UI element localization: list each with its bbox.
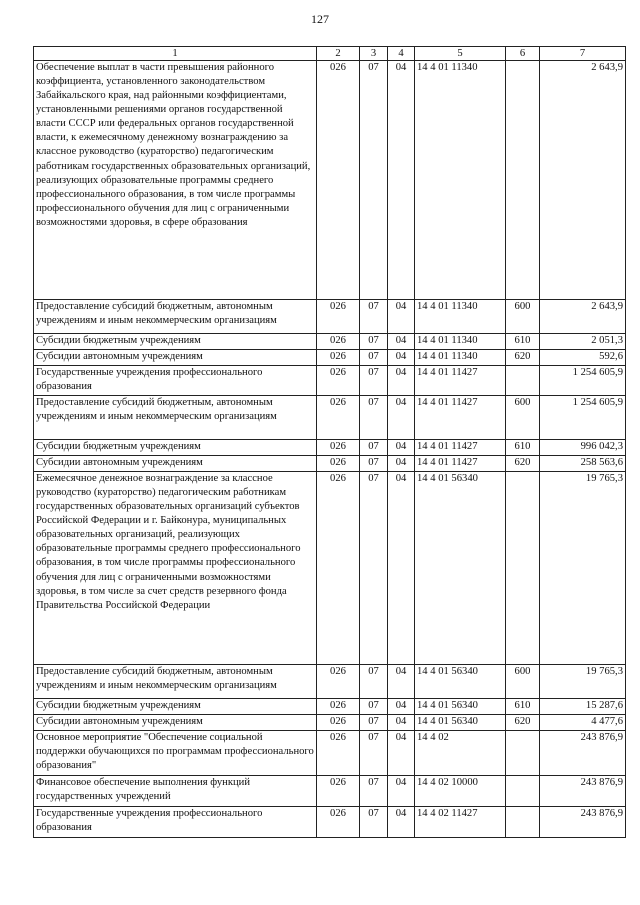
row-article: 14 4 02 10000 xyxy=(415,776,506,807)
row-name: Ежемесячное денежное вознаграждение за классное руководство (кураторство) педагогическим работникам государственных образовательных организаций субъектов Российской Федерации и г. Байконура, муниципальных образовательных организаций, реализующих образовательные программы среднего профессионального образования, в том числе программы профессионального обучения для лиц с ограниченными возможностями здоровья, в том числе за счет средств резервного фонда Правительства Российской Федерации xyxy=(34,472,317,665)
table-row xyxy=(34,665,626,699)
row-name: Предоставление субсидий бюджетным, автономным учреждениям и иным некоммерческим организациям xyxy=(34,300,317,334)
row-ministry: 026 xyxy=(317,300,360,334)
row-expense-type xyxy=(506,731,540,776)
header-row xyxy=(34,47,626,61)
row-section: 07 xyxy=(360,396,388,440)
header-cell: 7 xyxy=(540,47,626,61)
row-amount: 243 876,9 xyxy=(540,807,626,838)
header-cell: 5 xyxy=(415,47,506,61)
header-cell: 1 xyxy=(34,47,317,61)
row-expense-type xyxy=(506,472,540,665)
row-subsection: 04 xyxy=(388,300,415,334)
row-ministry: 026 xyxy=(317,61,360,300)
row-section: 07 xyxy=(360,366,388,396)
row-expense-type: 610 xyxy=(506,440,540,456)
page-number: 127 xyxy=(311,12,329,26)
row-ministry: 026 xyxy=(317,366,360,396)
row-subsection: 04 xyxy=(388,807,415,838)
row-section: 07 xyxy=(360,300,388,334)
row-subsection: 04 xyxy=(388,61,415,300)
row-subsection: 04 xyxy=(388,699,415,715)
row-article: 14 4 01 11340 xyxy=(415,334,506,350)
row-name: Субсидии автономным учреждениям xyxy=(34,715,317,731)
row-amount: 996 042,3 xyxy=(540,440,626,456)
row-section: 07 xyxy=(360,456,388,472)
row-subsection: 04 xyxy=(388,396,415,440)
table-row xyxy=(34,715,626,731)
row-name: Субсидии автономным учреждениям xyxy=(34,456,317,472)
row-name: Обеспечение выплат в части превышения районного коэффициента, установленного законодательством Забайкальского края, над районными коэффициентами, установленными решениями органов государственной власти СССР или федеральных органов государственной власти, к ежемесячному денежному вознаграждению за классное руководство (кураторство) педагогическим работникам государственных образовательных организаций, реализующих образовательные программы среднего профессионального образования, в том числе программы профессионального обучения для лиц с ограниченными возможностями здоровья, в сфере образования xyxy=(34,61,317,300)
table-row xyxy=(34,366,626,396)
row-name: Предоставление субсидий бюджетным, автономным учреждениям и иным некоммерческим организациям xyxy=(34,665,317,699)
table-row xyxy=(34,456,626,472)
row-section: 07 xyxy=(360,776,388,807)
row-ministry: 026 xyxy=(317,396,360,440)
row-name: Предоставление субсидий бюджетным, автономным учреждениям и иным некоммерческим организациям xyxy=(34,396,317,440)
table-row xyxy=(34,350,626,366)
row-amount: 19 765,3 xyxy=(540,472,626,665)
table-row xyxy=(34,440,626,456)
row-amount: 592,6 xyxy=(540,350,626,366)
row-name: Субсидии бюджетным учреждениям xyxy=(34,334,317,350)
row-name: Субсидии бюджетным учреждениям xyxy=(34,440,317,456)
table-row xyxy=(34,699,626,715)
row-expense-type xyxy=(506,776,540,807)
row-name: Основное мероприятие "Обеспечение социальной поддержки обучающихся по программам профессионального образования" xyxy=(34,731,317,776)
row-amount: 2 643,9 xyxy=(540,300,626,334)
row-subsection: 04 xyxy=(388,776,415,807)
row-article: 14 4 01 11340 xyxy=(415,300,506,334)
row-subsection: 04 xyxy=(388,665,415,699)
table-row xyxy=(34,472,626,665)
row-subsection: 04 xyxy=(388,472,415,665)
row-amount: 4 477,6 xyxy=(540,715,626,731)
row-article: 14 4 01 11427 xyxy=(415,456,506,472)
row-expense-type: 620 xyxy=(506,715,540,731)
header-cell: 4 xyxy=(388,47,415,61)
row-subsection: 04 xyxy=(388,350,415,366)
row-article: 14 4 01 11427 xyxy=(415,440,506,456)
row-subsection: 04 xyxy=(388,456,415,472)
row-name: Субсидии автономным учреждениям xyxy=(34,350,317,366)
row-article: 14 4 01 56340 xyxy=(415,472,506,665)
row-article: 14 4 01 56340 xyxy=(415,715,506,731)
row-expense-type: 610 xyxy=(506,334,540,350)
row-article: 14 4 01 11340 xyxy=(415,61,506,300)
table-row xyxy=(34,300,626,334)
row-ministry: 026 xyxy=(317,807,360,838)
row-amount: 1 254 605,9 xyxy=(540,396,626,440)
row-section: 07 xyxy=(360,334,388,350)
row-ministry: 026 xyxy=(317,350,360,366)
table-row xyxy=(34,334,626,350)
row-name: Финансовое обеспечение выполнения функций государственных учреждений xyxy=(34,776,317,807)
row-article: 14 4 01 11427 xyxy=(415,366,506,396)
row-article: 14 4 01 11340 xyxy=(415,350,506,366)
header-cell: 6 xyxy=(506,47,540,61)
row-amount: 15 287,6 xyxy=(540,699,626,715)
row-ministry: 026 xyxy=(317,731,360,776)
row-section: 07 xyxy=(360,731,388,776)
row-expense-type xyxy=(506,366,540,396)
row-expense-type: 620 xyxy=(506,456,540,472)
row-name: Государственные учреждения профессионального образования xyxy=(34,807,317,838)
row-section: 07 xyxy=(360,715,388,731)
row-section: 07 xyxy=(360,61,388,300)
row-subsection: 04 xyxy=(388,440,415,456)
row-section: 07 xyxy=(360,807,388,838)
row-article: 14 4 01 11427 xyxy=(415,396,506,440)
row-name: Государственные учреждения профессионального образования xyxy=(34,366,317,396)
row-ministry: 026 xyxy=(317,456,360,472)
table-row xyxy=(34,61,626,300)
row-ministry: 026 xyxy=(317,665,360,699)
row-section: 07 xyxy=(360,350,388,366)
row-expense-type: 600 xyxy=(506,396,540,440)
row-expense-type: 620 xyxy=(506,350,540,366)
row-amount: 2 051,3 xyxy=(540,334,626,350)
row-amount: 2 643,9 xyxy=(540,61,626,300)
budget-table xyxy=(33,46,626,838)
table-row xyxy=(34,807,626,838)
row-ministry: 026 xyxy=(317,776,360,807)
row-name: Субсидии бюджетным учреждениям xyxy=(34,699,317,715)
row-amount: 243 876,9 xyxy=(540,776,626,807)
row-amount: 19 765,3 xyxy=(540,665,626,699)
row-section: 07 xyxy=(360,440,388,456)
row-ministry: 026 xyxy=(317,440,360,456)
row-ministry: 026 xyxy=(317,472,360,665)
row-expense-type: 600 xyxy=(506,300,540,334)
row-expense-type xyxy=(506,807,540,838)
row-expense-type: 600 xyxy=(506,665,540,699)
row-subsection: 04 xyxy=(388,715,415,731)
table-row xyxy=(34,776,626,807)
row-amount: 1 254 605,9 xyxy=(540,366,626,396)
row-article: 14 4 02 xyxy=(415,731,506,776)
row-section: 07 xyxy=(360,472,388,665)
row-article: 14 4 01 56340 xyxy=(415,699,506,715)
row-subsection: 04 xyxy=(388,334,415,350)
row-expense-type: 610 xyxy=(506,699,540,715)
table-row xyxy=(34,396,626,440)
row-ministry: 026 xyxy=(317,334,360,350)
row-expense-type xyxy=(506,61,540,300)
header-cell: 2 xyxy=(317,47,360,61)
row-amount: 243 876,9 xyxy=(540,731,626,776)
row-section: 07 xyxy=(360,699,388,715)
row-ministry: 026 xyxy=(317,715,360,731)
row-section: 07 xyxy=(360,665,388,699)
row-subsection: 04 xyxy=(388,731,415,776)
header-cell: 3 xyxy=(360,47,388,61)
row-subsection: 04 xyxy=(388,366,415,396)
table-row xyxy=(34,731,626,776)
row-amount: 258 563,6 xyxy=(540,456,626,472)
row-article: 14 4 01 56340 xyxy=(415,665,506,699)
row-article: 14 4 02 11427 xyxy=(415,807,506,838)
row-ministry: 026 xyxy=(317,699,360,715)
